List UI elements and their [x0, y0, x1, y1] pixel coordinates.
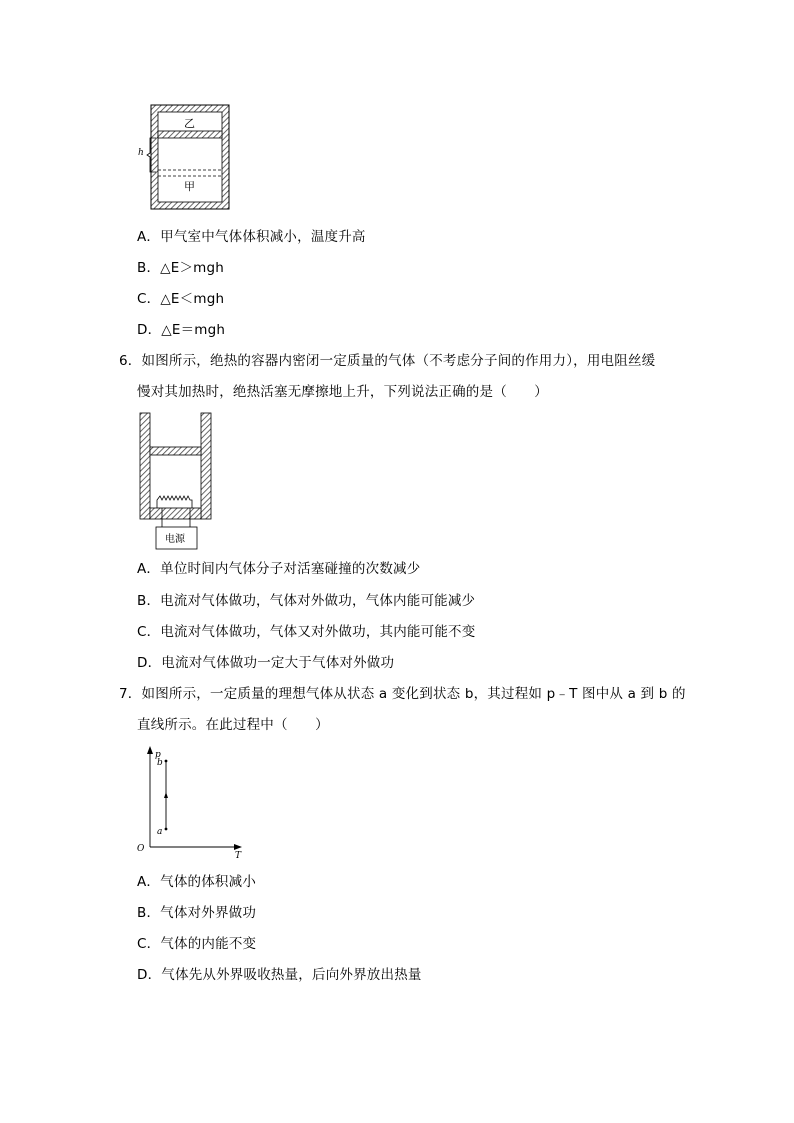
- q7-pT-graph: [0, 0, 260, 870]
- q6-stem-line2: 慢对其加热时，绝热活塞无摩擦地上升，下列说法正确的是（ ）: [137, 384, 548, 400]
- q5-label-lower: 甲: [184, 180, 195, 193]
- q7-stem-line2: 直线所示。在此过程中（ ）: [137, 717, 329, 733]
- q7-axis-label-p: p: [155, 750, 161, 760]
- q7-label-a: a: [157, 827, 163, 837]
- q7-point-a: [165, 828, 168, 831]
- q7-label-b: b: [157, 758, 163, 768]
- q7-stem-line1: 7．如图所示，一定质量的理想气体从状态 a 变化到状态 b，其过程如 p﹣T 图中从 a 到 b 的: [119, 686, 686, 702]
- q6-option-c: C．电流对气体做功，气体又对外做功，其内能可能不变: [137, 624, 476, 640]
- q7-option-c: C．气体的内能不变: [137, 936, 257, 952]
- q7-option-a: A．气体的体积减小: [137, 874, 257, 890]
- q5-option-c: C．△E＜mgh: [137, 291, 225, 307]
- q7-option-b: B．气体对外界做功: [137, 905, 257, 921]
- q6-power-label: 电源: [165, 534, 185, 545]
- q6-option-d: D．电流对气体做功一定大于气体对外做功: [137, 655, 395, 671]
- q7-origin-label: O: [137, 844, 145, 854]
- q7-axis-label-T: T: [235, 851, 242, 861]
- q5-option-a: A．甲气室中气体体积减小，温度升高: [137, 229, 366, 245]
- q5-label-h: h: [138, 148, 144, 158]
- q5-option-d: D．△E＝mgh: [137, 322, 226, 338]
- q6-option-b: B．电流对气体做功，气体对外做功，气体内能可能减少: [137, 593, 476, 609]
- q6-option-a: A．单位时间内气体分子对活塞碰撞的次数减少: [137, 561, 421, 577]
- q6-stem-line1: 6．如图所示，绝热的容器内密闭一定质量的气体（不考虑分子间的作用力），用电阻丝缓: [119, 353, 656, 369]
- q5-option-b: B．△E＞mgh: [137, 260, 225, 276]
- q5-label-upper: 乙: [184, 117, 195, 130]
- q7-direction-arrow: [164, 792, 168, 798]
- q7-point-b: [165, 760, 168, 763]
- q7-option-d: D．气体先从外界吸收热量，后向外界放出热量: [137, 967, 422, 983]
